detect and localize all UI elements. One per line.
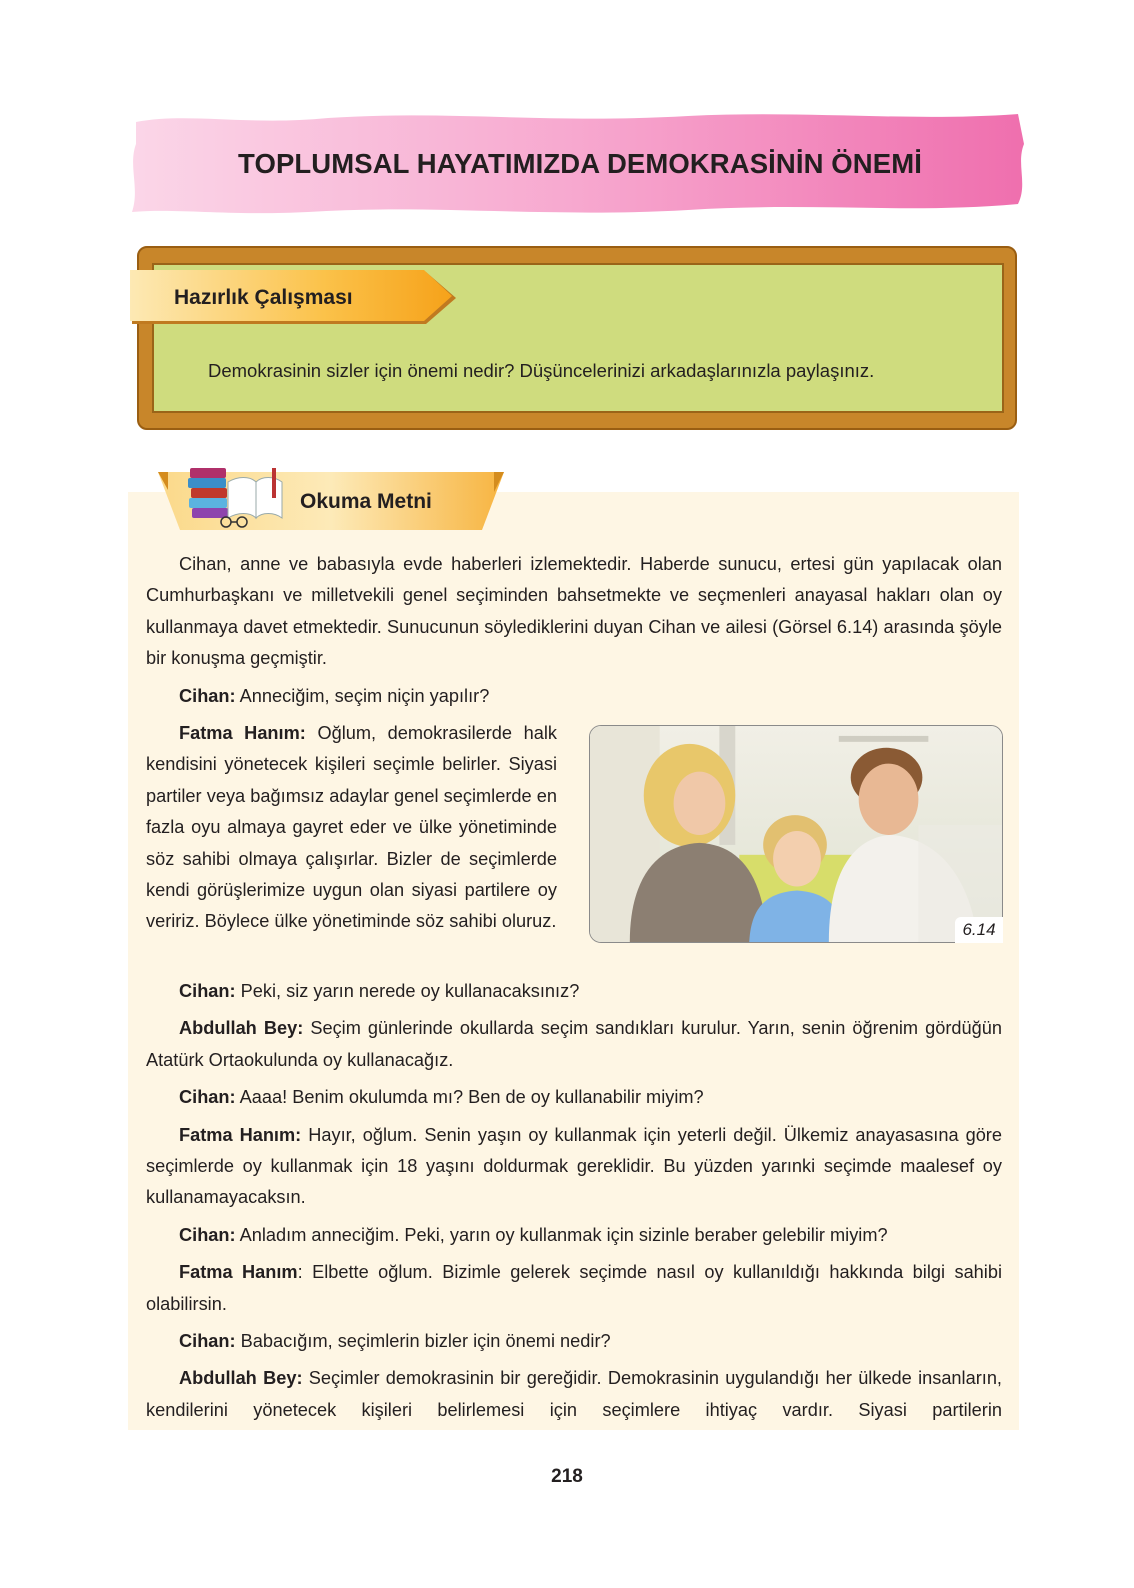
- speaker: Abdullah Bey:: [179, 1368, 303, 1389]
- title-banner: [128, 104, 1032, 222]
- intro-paragraph: Cihan, anne ve babasıyla evde haberleri izlemektedir. Haberde sunucu, ertesi gün yapılacak olan Cumhurbaşkanı ve milletvekili genel seçiminden bahsetmekte ve seçmenleri anayasal hakları olan oy kullanmaya davet etmektedir. Sunucunun söylediklerini duyan Cihan ve ailesi (Görsel 6.14) arasında şöyle bir konuşma geçmiştir.: [146, 554, 1002, 669]
- reading-body-left: [146, 718, 557, 938]
- speaker: Cihan:: [179, 1331, 236, 1352]
- speaker: Cihan:: [179, 981, 236, 1001]
- family-photo: [589, 725, 1003, 943]
- speech: Anladım anneciğim. Peki, yarın oy kullanmak için sizinle beraber gelebilir miyim?: [235, 1224, 888, 1245]
- reading-body-top: [146, 549, 1002, 712]
- speaker: Fatma Hanım: [179, 1262, 298, 1283]
- dialogue-line: [146, 1326, 1002, 1357]
- speaker: Cihan:: [179, 685, 236, 706]
- speaker: Fatma Hanım:: [179, 1124, 302, 1145]
- speaker: Cihan:: [179, 1224, 236, 1245]
- dialogue-line: [146, 1120, 1002, 1214]
- speech: Aaaa! Benim okulumda mı? Ben de oy kullanabilir miyim?: [235, 1087, 704, 1108]
- speech: Oğlum, demokrasilerde halk kendisini yönetecek kişileri seçimle belirler. Siyasi partiler veya bağımsız adaylar genel seçimlerde en fazla oyu almaya gayret eder ve ülke yönetiminde söz sahibi olmaya çalışırlar. Bizler de seçimlerde kendi görüşlerimize uygun olan siyasi partilere oy veririz. Böylece ülke yönetiminde söz sahibi oluruz.: [146, 723, 557, 932]
- page-number: 218: [551, 1466, 583, 1487]
- dialogue-line: [146, 1363, 1002, 1426]
- prep-tag: [128, 270, 460, 326]
- reading-label: Okuma Metni: [300, 490, 432, 513]
- speaker: Cihan:: [179, 1087, 236, 1108]
- speech: Peki, siz yarın nerede oy kullanacaksınız?: [235, 981, 580, 1001]
- speech: Hayır, oğlum. Senin yaşın oy kullanmak için yeterli değil. Ülkemiz anayasasına göre seçimlerde oy kullanmak için 18 yaşını doldurmak gereklidir. Bu yüzden yarınki seçimde maalesef oy kullanamayacaksın.: [146, 1124, 1002, 1208]
- dialogue-line: [146, 718, 557, 938]
- dialogue-line: [146, 681, 1002, 712]
- prep-question: Demokrasinin sizler için önemi nedir? Düşüncelerinizi arkadaşlarınızla paylaşınız.: [208, 360, 875, 381]
- dialogue-line: [146, 1013, 1002, 1076]
- speech: Babacığım, seçimlerin bizler için önemi nedir?: [235, 1331, 611, 1352]
- family-photo-illustration: [590, 726, 1002, 942]
- dialogue-line: [146, 1220, 1002, 1251]
- speech: Seçimler demokrasinin bir gereğidir. Demokrasinin uygulandığı her ülkede insanların, kendilerini yönetecek kişileri belirlemesi için seçimlere ihtiyaç vardır. Siyasi partilerin: [146, 1368, 1002, 1420]
- dialogue-line: [146, 1082, 1002, 1113]
- speech: Anneciğim, seçim niçin yapılır?: [235, 685, 490, 706]
- dialogue-line: [146, 976, 1002, 1007]
- speech: Seçim günlerinde okullarda seçim sandıkları kurulur. Yarın, senin öğrenim gördüğün Atatürk Ortaokulunda oy kullanacağız.: [146, 1018, 1002, 1070]
- speech: : Elbette oğlum. Bizimle gelerek seçimde nasıl oy kullanıldığı hakkında bilgi sahibi olabilirsin.: [146, 1262, 1002, 1314]
- dialogue-line: [146, 1257, 1002, 1320]
- figure-label: 6.14: [955, 917, 1003, 943]
- books-icon: [186, 462, 286, 528]
- page-title: TOPLUMSAL HAYATIMIZDA DEMOKRASİNİN ÖNEMİ: [238, 148, 922, 179]
- prep-label: Hazırlık Çalışması: [174, 286, 353, 309]
- reading-body-bottom: [146, 976, 1002, 1426]
- speaker: Fatma Hanım:: [179, 723, 306, 743]
- speaker: Abdullah Bey:: [179, 1018, 304, 1039]
